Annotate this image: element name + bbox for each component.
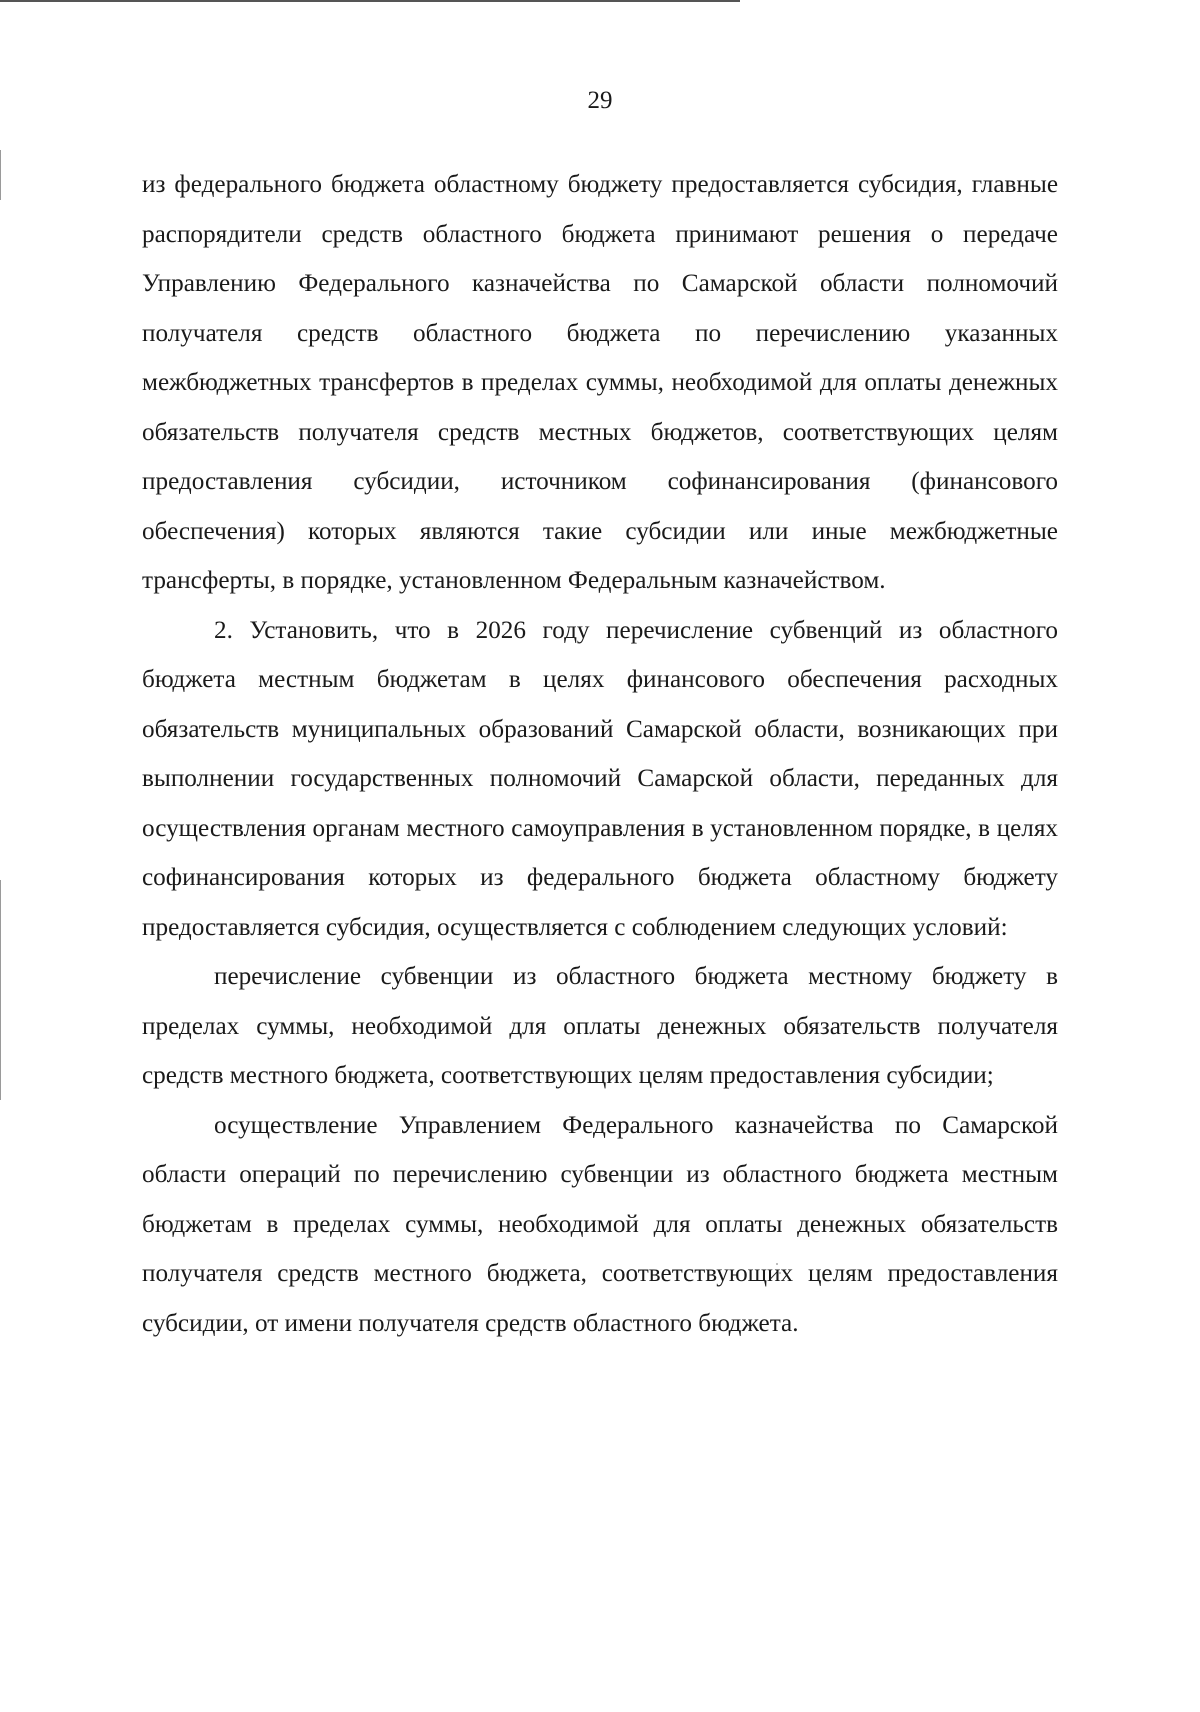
- page-number: 29: [587, 87, 613, 114]
- paragraph-condition-2: осуществление Управлением Федерального казначейства по Самарской области операций по перечислению субвенции из областного бюджета местным бюджетам в пределах суммы, необходимой для оплаты денежных обязательств получателя средств местного бюджета, соответствующих целям предоставления субсидии, от имени получателя средств областного бюджета.: [142, 1111, 1058, 1337]
- scan-left-mark: [0, 880, 1, 1100]
- paragraph-item-2: 2. Установить, что в 2026 году перечисление субвенций из областного бюджета местным бюджетам в целях финансового обеспечения расходных обязательств муниципальных образований Самарской области, возникающих при выполнении государственных полномочий Самарской области, переданных для осуществления органам местного самоуправления в установленном порядке, в целях софинансирования которых из федерального бюджета областному бюджету предоставляется субсидия, осуществляется с соблюдением следующих условий:: [142, 616, 1058, 941]
- document-body: [142, 160, 1058, 1348]
- scan-left-mark: [0, 150, 1, 200]
- paragraph-continuation: из федерального бюджета областному бюджету предоставляется субсидия, главные распорядители средств областного бюджета принимают решения о передаче Управлению Федерального казначейства по Самарской области полномочий получателя средств областного бюджета по перечислению указанных межбюджетных трансфертов в пределах суммы, необходимой для оплаты денежных обязательств получателя средств местных бюджетов, соответствующих целям предоставления субсидии, источником софинансирования (финансового обеспечения) которых являются такие субсидии или иные межбюджетные трансферты, в порядке, установленном Федеральным казначейством.: [142, 171, 1058, 594]
- scan-top-border: [0, 0, 740, 2]
- paragraph-condition-1: перечисление субвенции из областного бюджета местному бюджету в пределах суммы, необходимой для оплаты денежных обязательств получателя средств местного бюджета, соответствующих целям предоставления субсидии;: [142, 963, 1058, 1089]
